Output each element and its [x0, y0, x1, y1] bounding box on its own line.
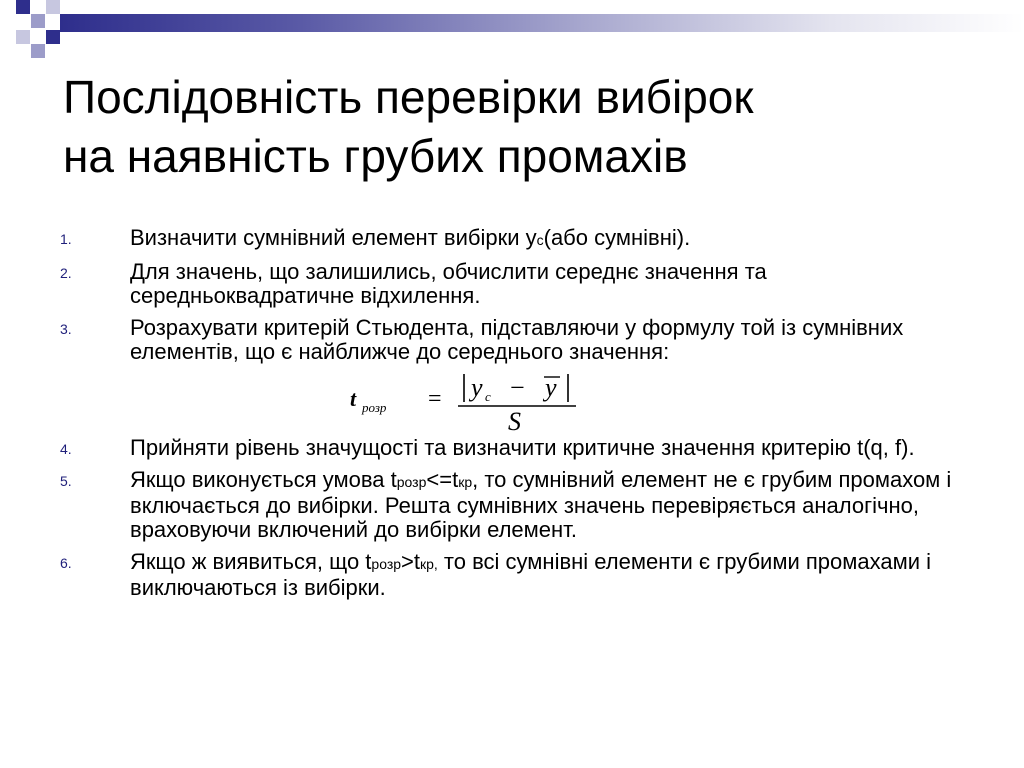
formula-minus: −: [510, 373, 525, 402]
decor-square: [16, 0, 30, 14]
decor-square: [16, 30, 30, 44]
title-line: Послідовність перевірки вибірок: [63, 71, 754, 123]
step-item: [60, 468, 980, 542]
step-number: 2.: [60, 265, 72, 281]
decor-square: [31, 14, 45, 28]
student-criterion-formula: [60, 368, 980, 434]
step-item: [60, 436, 980, 460]
step-item: [60, 260, 980, 308]
decor-square: [46, 30, 60, 44]
step-text: (або сумнівні).: [543, 225, 691, 250]
formula-ybar: y: [545, 373, 557, 402]
step-text: Визначити сумнівний елемент вибірки y: [130, 225, 537, 250]
step-number: 5.: [60, 473, 72, 489]
step-text: <=t: [426, 467, 459, 492]
formula-graphic: [340, 368, 660, 434]
step-text: Прийняти рівень значущості та визначити критичне значення критерію t(q, f).: [130, 435, 915, 460]
header-gradient-stripe: [60, 14, 1024, 32]
step-item: [60, 226, 980, 252]
step-subscript: розр: [371, 556, 402, 572]
formula-equals: =: [428, 386, 442, 412]
step-text: то всі сумнівні елементи є грубими промахами і виключаються із вибірки.: [130, 549, 932, 600]
step-subscript: розр: [396, 474, 427, 490]
step-number: 1.: [60, 231, 72, 247]
formula-denominator: S: [508, 407, 521, 434]
step-number: 6.: [60, 555, 72, 571]
steps-list: [60, 226, 980, 600]
step-number: 3.: [60, 321, 72, 337]
step-subscript: кр: [458, 474, 473, 490]
formula-y-subscript: c: [485, 389, 491, 404]
step-item: [60, 550, 980, 600]
formula-lhs: t: [350, 386, 357, 411]
decor-square: [31, 44, 45, 58]
slide-title: [63, 68, 983, 186]
formula-y: y: [471, 373, 483, 402]
step-text: Розрахувати критерій Стьюдента, підставляючи у формулу той із сумнівних елементів, що є найближче до середнього значення:: [130, 315, 904, 364]
step-text: >t: [401, 549, 420, 574]
step-item: [60, 316, 980, 364]
title-line: на наявність грубих промахів: [63, 130, 688, 182]
formula-lhs-subscript: розр: [362, 400, 387, 415]
decor-square: [46, 0, 60, 14]
step-text: Якщо ж виявиться, що t: [130, 549, 372, 574]
decorative-header-bar: [0, 0, 1024, 48]
step-number: 4.: [60, 441, 72, 457]
step-subscript: с: [536, 232, 544, 248]
step-subscript: кр,: [420, 556, 438, 572]
step-text: Якщо виконується умова t: [130, 467, 397, 492]
step-text: Для значень, що залишились, обчислити середнє значення та середньоквадратичне відхилення.: [130, 259, 767, 308]
step-text: , то сумнівний елемент не є грубим промахом і включається до вибірки. Решта сумнівних значень перевіряється аналогічно, враховуючи включений до вибірки елемент.: [130, 467, 952, 542]
